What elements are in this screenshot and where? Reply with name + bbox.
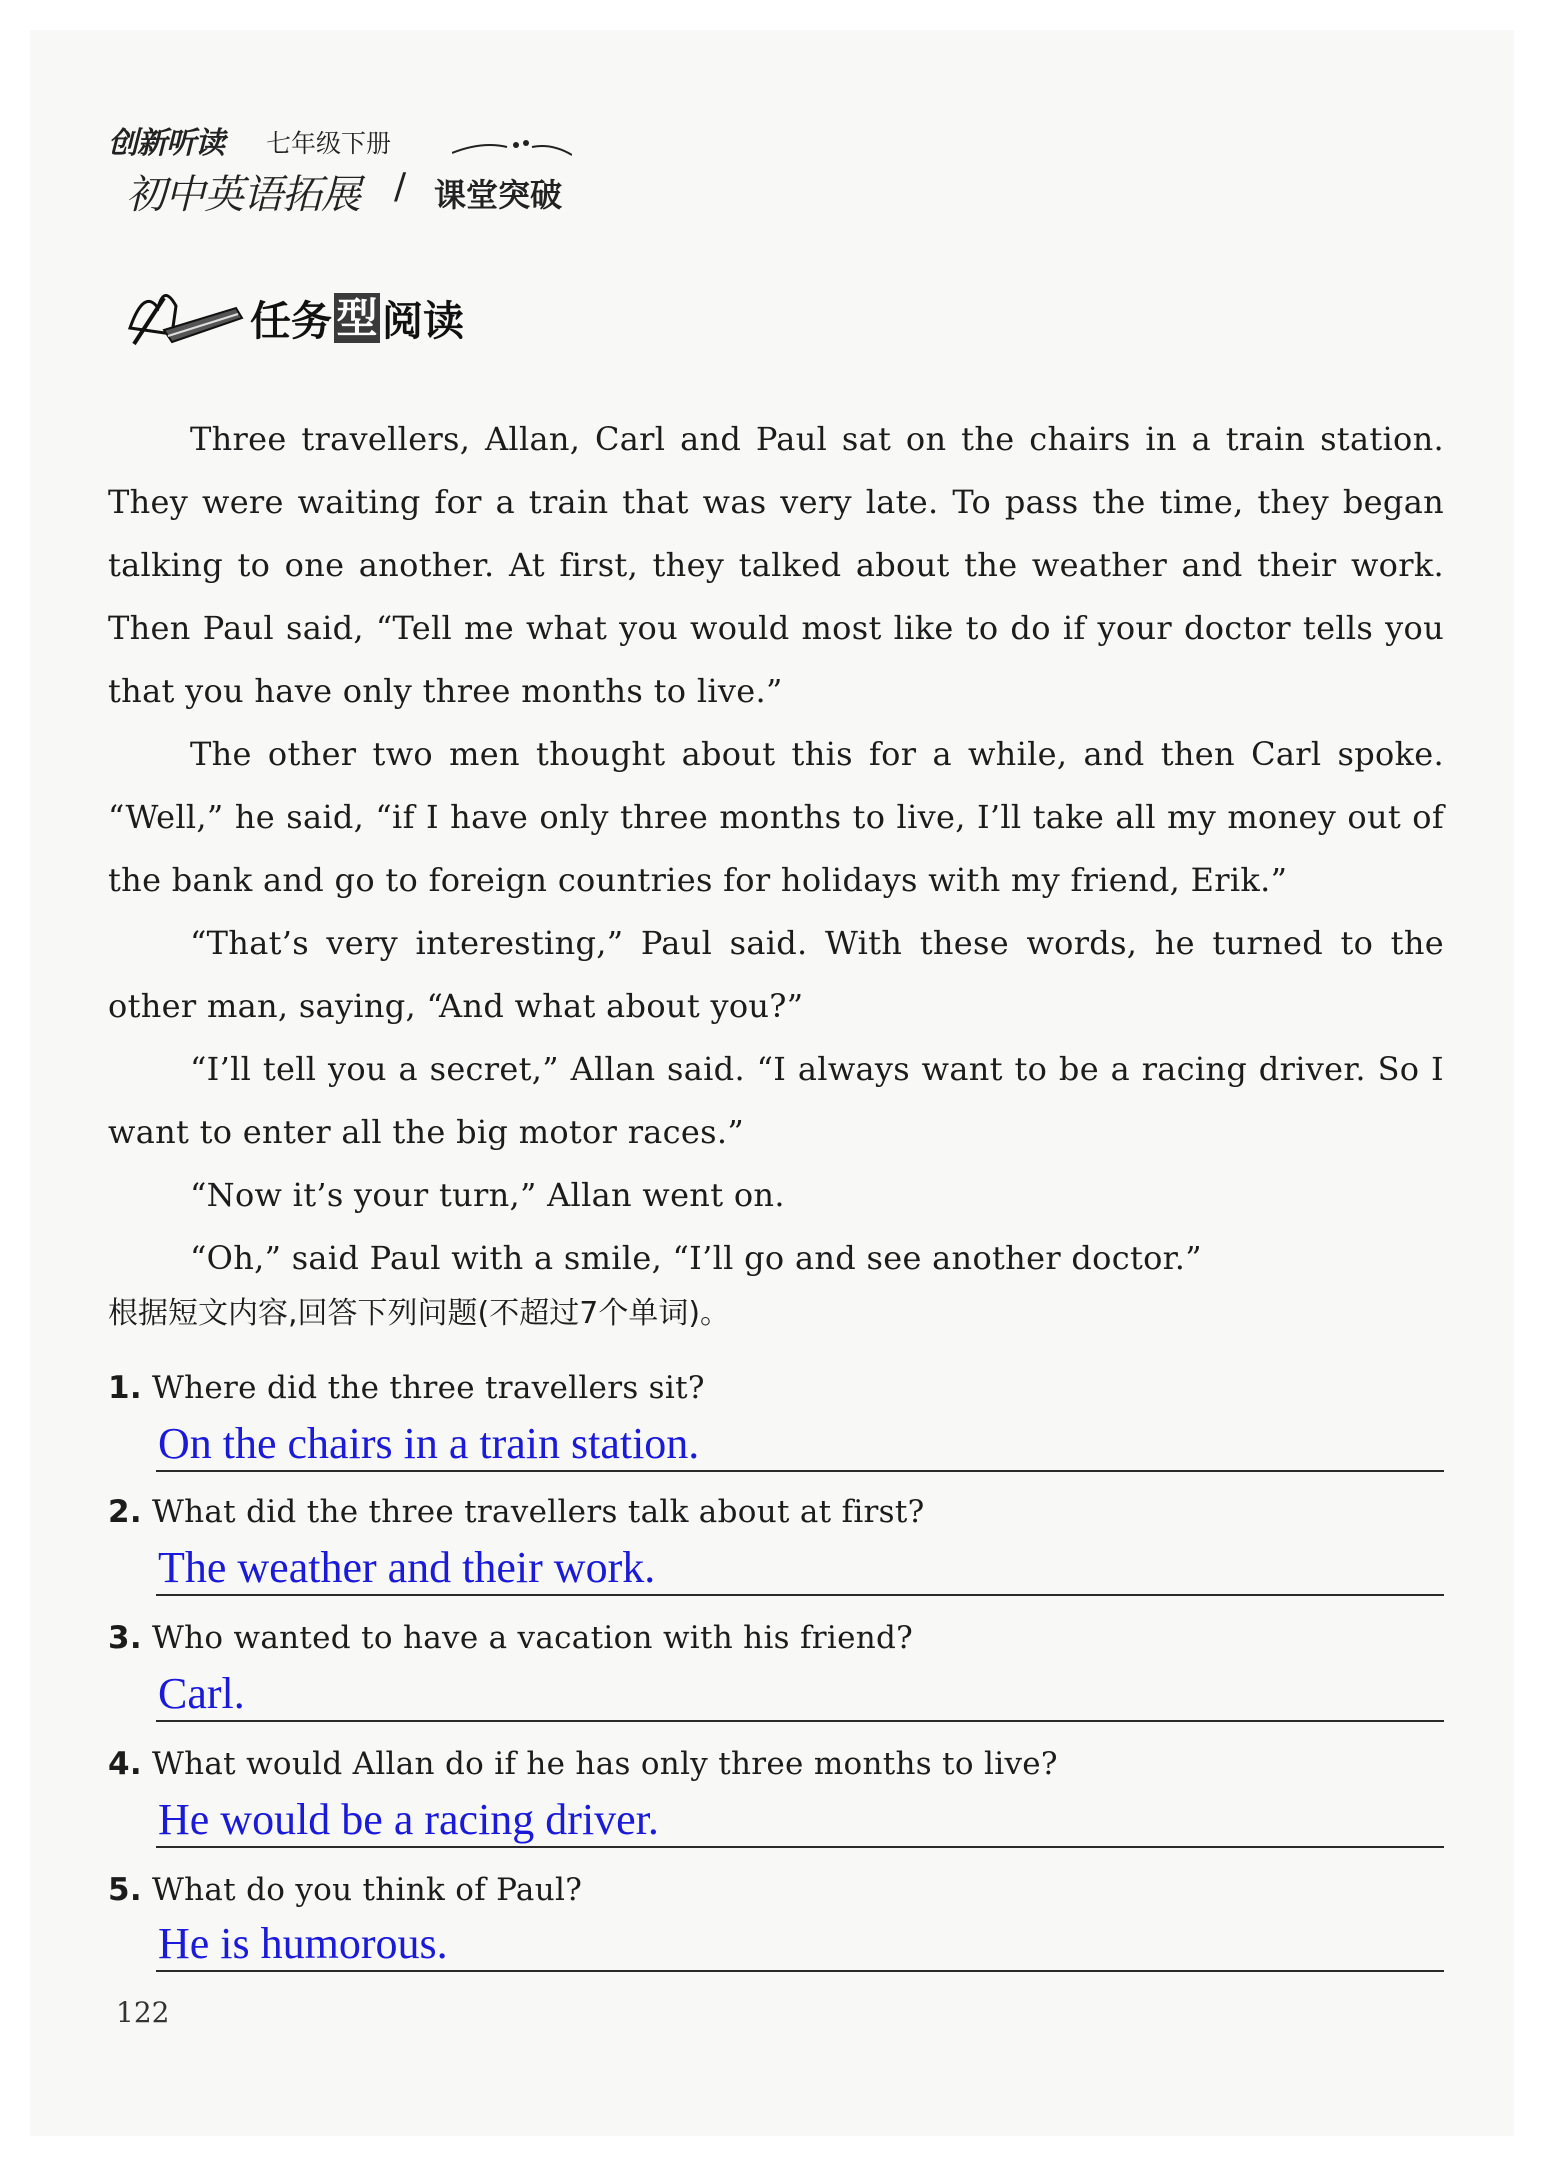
reading-passage — [108, 408, 1444, 1290]
question-text: What would Allan do if he has only three months to live? — [151, 1746, 1058, 1782]
answer-line — [156, 1970, 1444, 1972]
instruction-text: 根据短文内容,回答下列问题(不超过7个单词)。 — [108, 1296, 731, 1331]
question-2 — [108, 1494, 925, 1530]
section-title-part-b: 阅读 — [382, 297, 464, 345]
answer-2: The weather and their work. — [158, 1543, 656, 1592]
question-3 — [108, 1620, 913, 1656]
answer-4: He would be a racing driver. — [158, 1795, 659, 1844]
header-title: 初中英语拓展 — [126, 172, 360, 218]
question-text: Where did the three travellers sit? — [151, 1370, 705, 1406]
answer-1: On the chairs in a train station. — [158, 1419, 700, 1468]
passage-paragraph: “I’ll tell you a secret,” Allan said. “I always want to be a racing driver. So I want to enter all the big motor races.” — [108, 1050, 1444, 1151]
answer-5: He is humorous. — [158, 1919, 448, 1968]
question-number: 4. — [108, 1746, 142, 1782]
question-number: 2. — [108, 1494, 142, 1530]
question-number: 1. — [108, 1370, 142, 1406]
question-text: Who wanted to have a vacation with his friend? — [151, 1620, 914, 1656]
question-5 — [108, 1872, 582, 1908]
passage-paragraph: “That’s very interesting,” Paul said. With these words, he turned to the other man, saying, “And what about you?” — [108, 924, 1444, 1025]
answer-line — [156, 1470, 1444, 1472]
answer-line — [156, 1846, 1444, 1848]
header-brand: 创新听读 — [108, 126, 224, 161]
question-text: What did the three travellers talk about at first? — [151, 1494, 925, 1530]
header-subtitle: 课堂突破 — [434, 176, 563, 214]
passage-paragraph: Three travellers, Allan, Carl and Paul sat on the chairs in a train station. They were waiting for a train that was very late. To pass the time, they began talking to one another. At first, they talked about the weather and their work. Then Paul said, “Tell me what you would most like to do if your doctor tells you that you have only three months to live.” — [108, 420, 1444, 710]
answer-line — [156, 1594, 1444, 1596]
book-pen-icon — [124, 278, 248, 350]
question-number: 3. — [108, 1620, 142, 1656]
answer-line — [156, 1720, 1444, 1722]
question-number: 5. — [108, 1872, 142, 1908]
header-grade: 七年级下册 — [266, 129, 392, 158]
passage-paragraph: “Oh,” said Paul with a smile, “I’ll go and see another doctor.” — [190, 1239, 1202, 1277]
header-decoration-icon — [452, 133, 572, 163]
passage-paragraph: The other two men thought about this for a while, and then Carl spoke. “Well,” he said, “if I have only three months to live, I’ll take all my money out of the bank and go to foreign countries for holidays with my friend, Erik.” — [108, 735, 1444, 899]
page-number: 122 — [116, 1996, 170, 2029]
passage-paragraph: “Now it’s your turn,” Allan went on. — [190, 1176, 785, 1214]
question-1 — [108, 1370, 705, 1406]
section-title-box: 型 — [334, 293, 380, 343]
header-slash: / — [394, 166, 407, 207]
section-title — [250, 288, 464, 347]
answer-3: Carl. — [158, 1669, 245, 1718]
question-text: What do you think of Paul? — [151, 1872, 583, 1908]
question-4 — [108, 1746, 1058, 1782]
section-title-part-a: 任务 — [250, 297, 332, 345]
